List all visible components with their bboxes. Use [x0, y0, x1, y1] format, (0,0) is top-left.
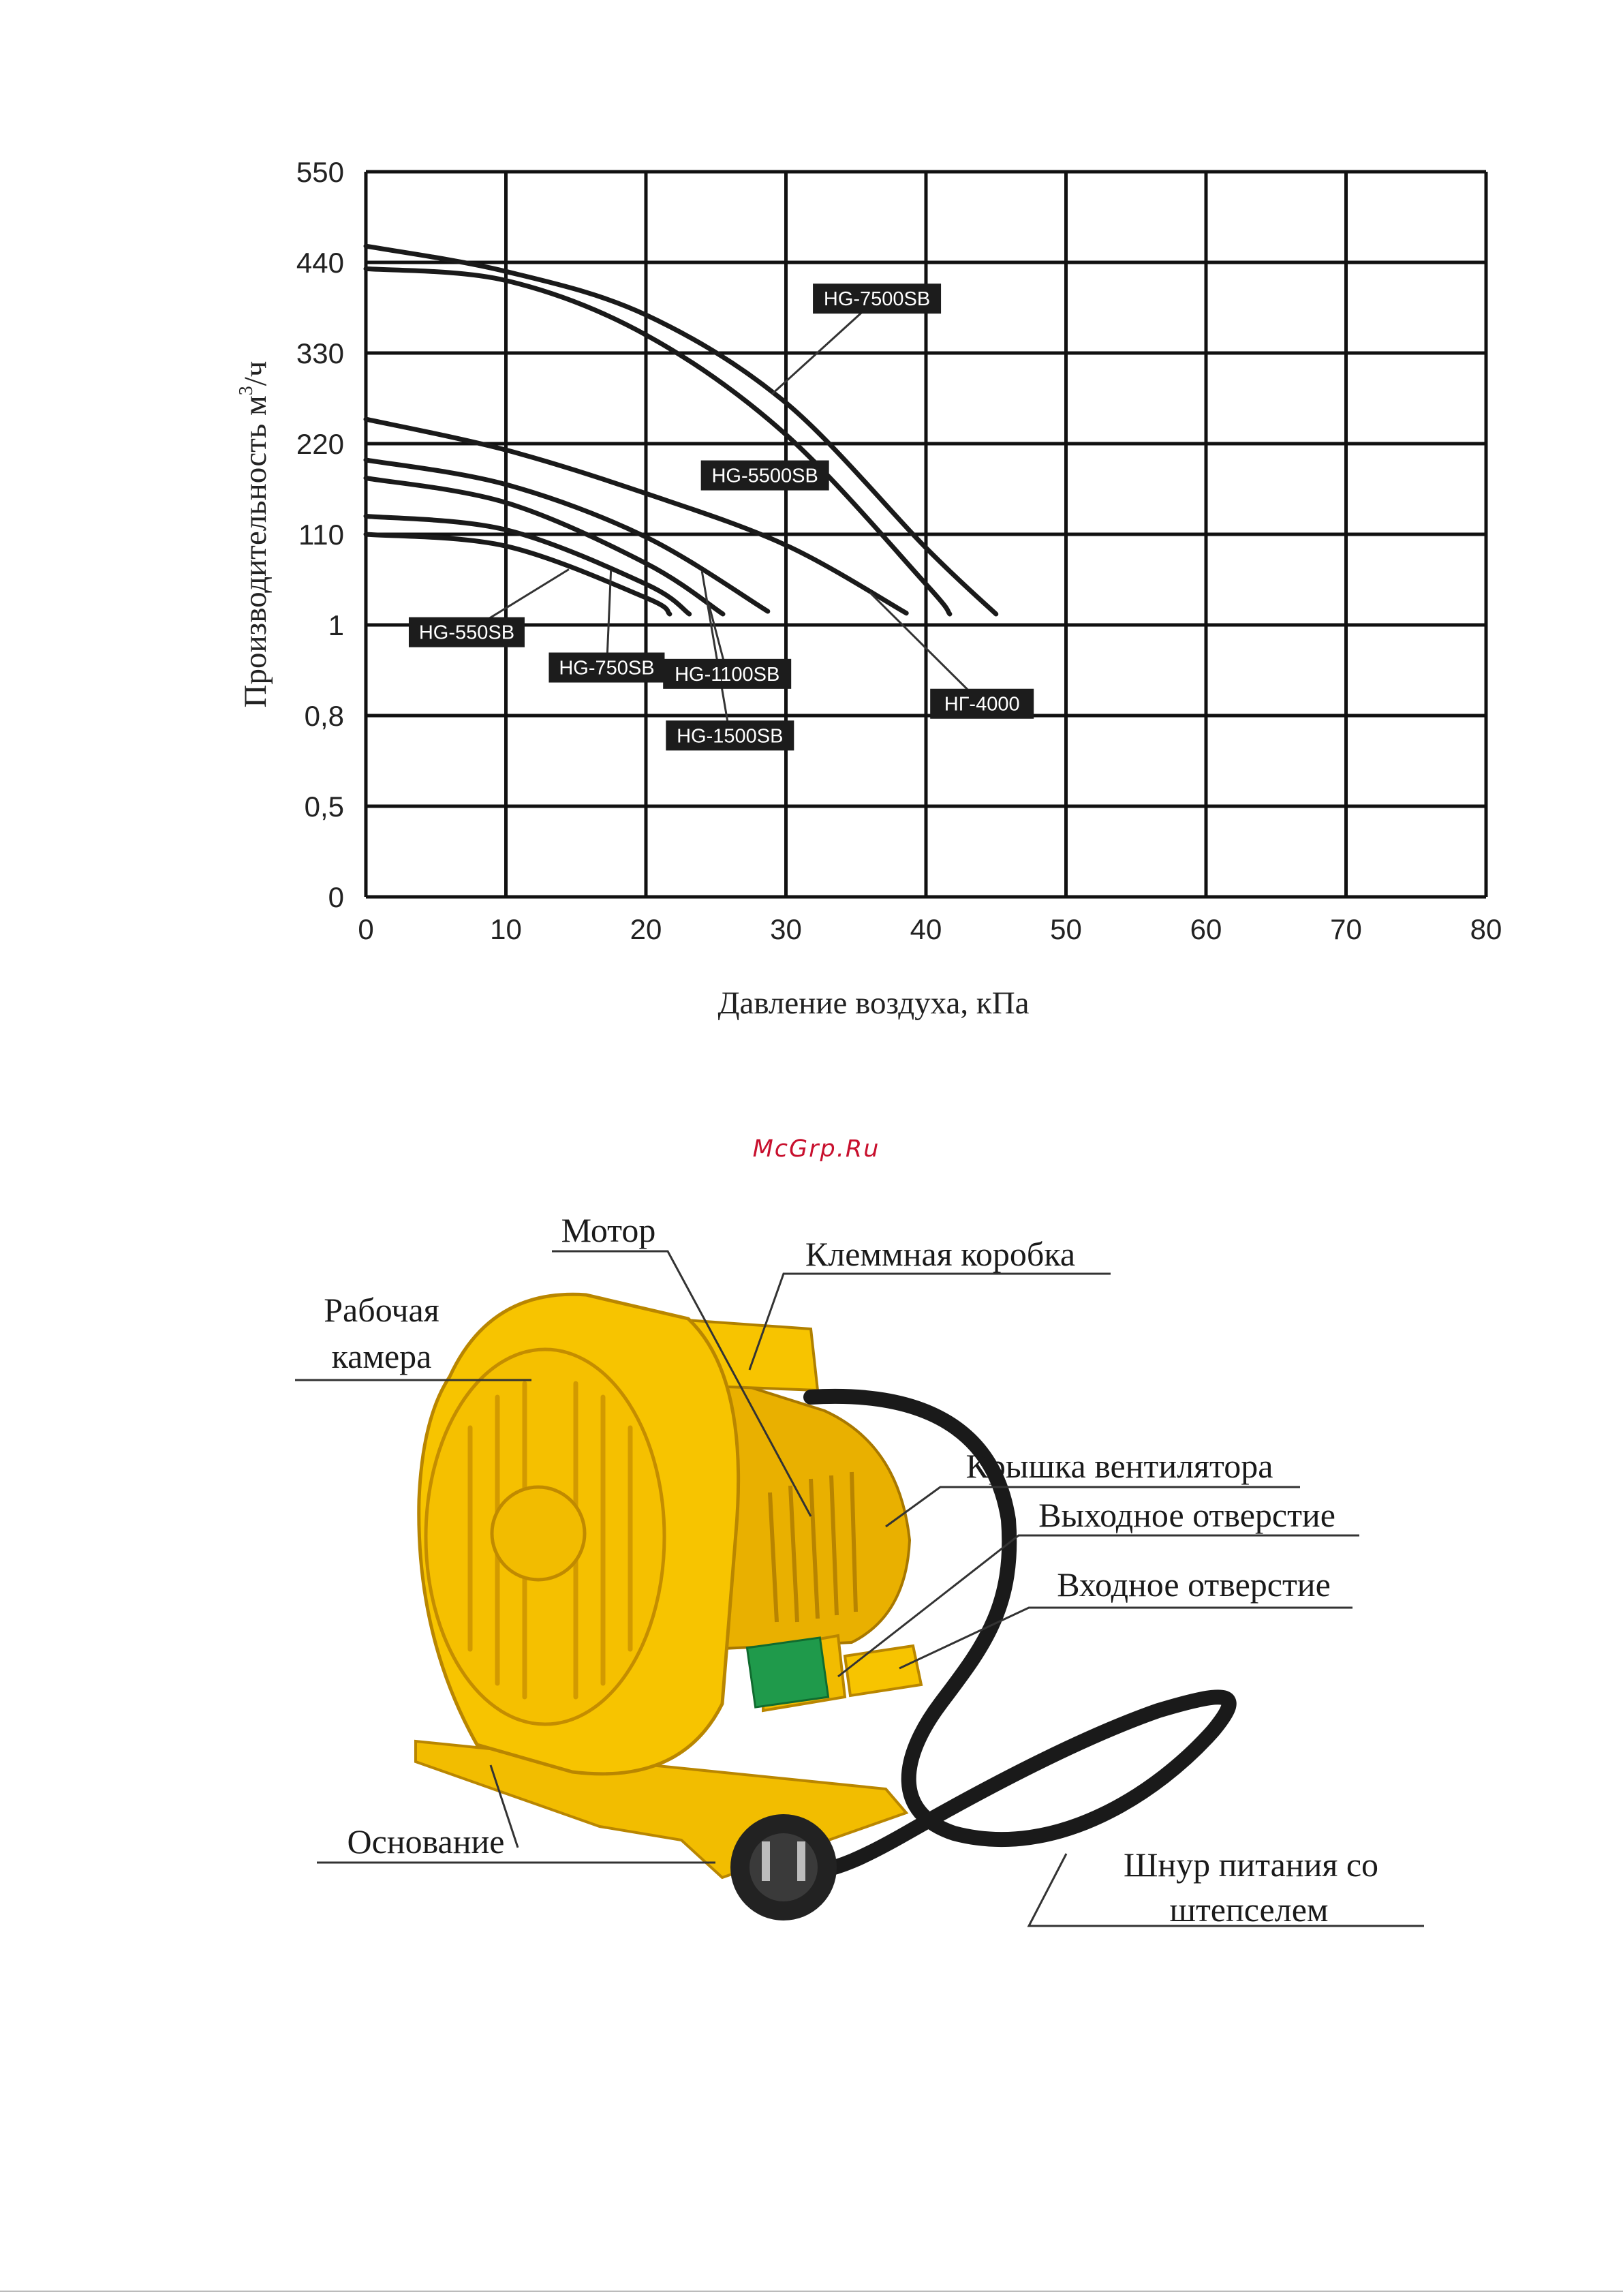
nameplate	[747, 1638, 828, 1707]
callout-working-chamber-line1: Рабочая	[324, 1291, 439, 1329]
x-tick-label: 50	[1050, 913, 1082, 945]
x-axis-label: Давление воздуха, кПа	[717, 985, 1030, 1021]
callout-fan-cover: Крышка вентилятора	[965, 1447, 1273, 1485]
y-tick-label: 550	[296, 156, 344, 188]
y-axis-label-tail: /ч	[238, 361, 273, 386]
series-tag-label: HG-1500SB	[677, 725, 784, 748]
y-axis-label-main: Производительность м	[238, 395, 273, 708]
series-tag-label: HG-1100SB	[675, 663, 780, 686]
watermark-text: McGrp.Ru	[752, 1135, 880, 1163]
callout-inlet: Входное отверстие	[1057, 1565, 1331, 1604]
power-plug	[730, 1814, 837, 1920]
y-tick-label: 0,8	[304, 700, 344, 732]
series-tag-label: HG-7500SB	[823, 288, 931, 311]
series-tag-label: HG-750SB	[559, 657, 655, 679]
callout-working-chamber-line2: камера	[331, 1337, 432, 1375]
x-tick-label: 60	[1190, 913, 1222, 945]
front-cover-hub	[492, 1487, 585, 1580]
x-tick-label: 80	[1470, 913, 1502, 945]
series-tag-label: HG-550SB	[418, 622, 515, 644]
y-tick-label: 440	[296, 247, 344, 279]
y-tick-label: 0	[328, 881, 344, 913]
y-tick-label: 220	[296, 428, 344, 460]
callout-motor: Мотор	[561, 1211, 656, 1249]
y-axis-label	[236, 361, 273, 708]
performance-chart	[236, 156, 1502, 1021]
y-axis-label-superscript: 3	[236, 386, 257, 396]
callout-base: Основание	[347, 1822, 505, 1861]
plug-pin-left	[762, 1841, 770, 1881]
blower-illustration	[295, 1211, 1424, 1929]
callout-power-cord-line2: штепселем	[1169, 1891, 1329, 1929]
inlet-pipe	[845, 1646, 921, 1696]
callout-outlet: Выходное отверстие	[1038, 1496, 1335, 1534]
y-tick-label: 330	[296, 337, 344, 369]
x-tick-label: 40	[910, 913, 942, 945]
x-tick-label: 30	[770, 913, 802, 945]
y-tick-label: 1	[328, 609, 344, 641]
plug-pin-right	[797, 1841, 805, 1881]
plug-face	[749, 1833, 818, 1901]
series-tag-label: HG-5500SB	[711, 465, 818, 487]
callout-terminal-box: Клеммная коробка	[805, 1235, 1076, 1273]
x-tick-label: 20	[630, 913, 662, 945]
x-tick-label: 10	[490, 913, 522, 945]
y-tick-label: 110	[298, 519, 344, 551]
series-tag-label: НГ-4000	[944, 693, 1020, 716]
x-tick-label: 0	[358, 913, 374, 945]
y-axis-ticks	[296, 156, 344, 913]
x-tick-label: 70	[1330, 913, 1362, 945]
y-tick-label: 0,5	[304, 791, 344, 823]
x-axis-ticks	[358, 913, 1502, 945]
callout-power-cord-line1: Шнур питания со	[1123, 1846, 1379, 1884]
